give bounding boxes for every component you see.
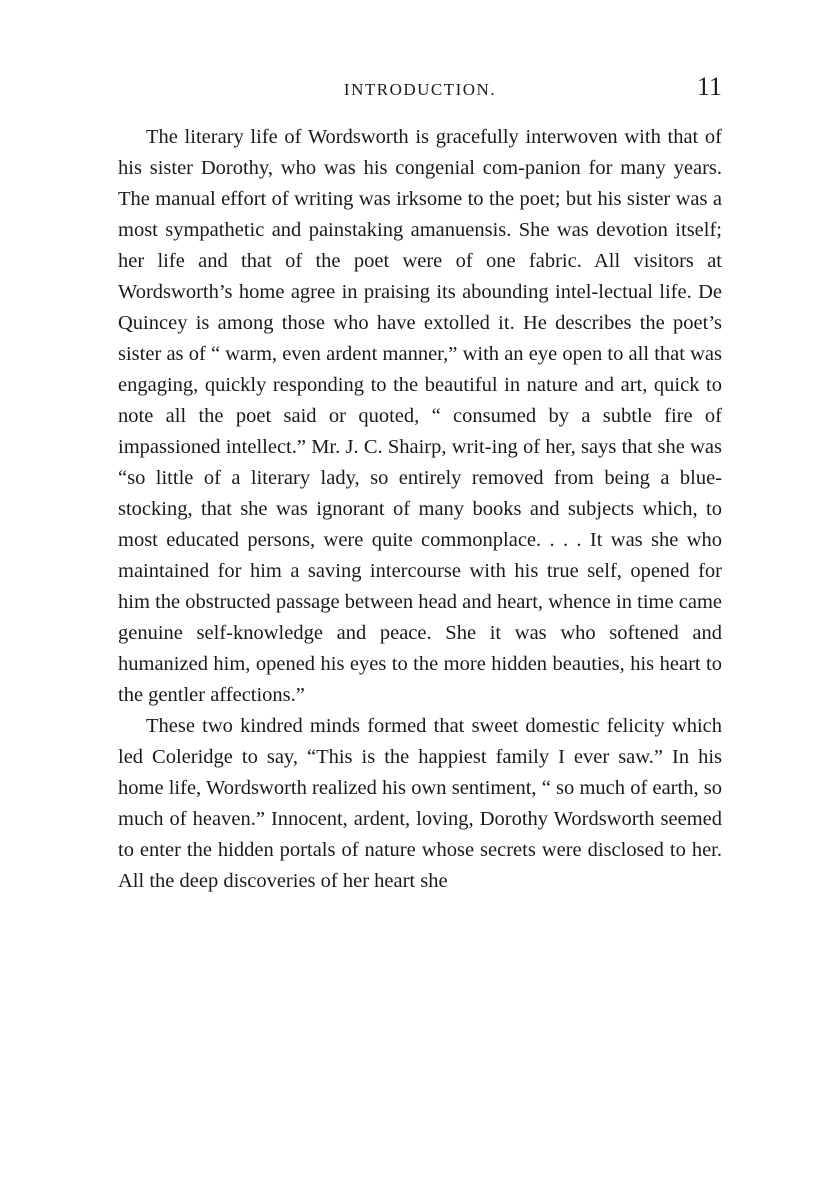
running-head: INTRODUCTION.	[343, 80, 497, 99]
body-text	[118, 122, 722, 897]
page-number: 11	[696, 72, 722, 101]
paragraph: These two kindred minds formed that sweet domestic felicity which led Coleridge to say, “This is the happiest family I ever saw.” In his home life, Wordsworth realized his own sentiment, “ so much of earth, so much of heaven.” Innocent, ardent, loving, Dorothy Wordsworth seemed to enter the hidden portals of nature whose secrets were disclosed to her. All the deep discoveries of her heart she	[118, 715, 722, 892]
page-header	[118, 72, 722, 112]
paragraph: The literary life of Wordsworth is gracefully interwoven with that of his sister Dorothy, who was his congenial com-panion for many years. The manual effort of writing was irksome to the poet; but his sister was a most sympathetic and painstaking amanuensis. She was devotion itself; her life and that of the poet were of one fabric. All visitors at Wordsworth’s home agree in praising its abounding intel-lectual life. De Quincey is among those who have extolled it. He describes the poet’s sister as of “ warm, even ardent manner,” with an eye open to all that was engaging, quickly responding to the beautiful in nature and art, quick to note all the poet said or quoted, “ consumed by a subtle fire of impassioned intellect.” Mr. J. C. Shairp, writ-ing of her, says that she was “so little of a literary lady, so entirely removed from being a blue-stocking, that she was ignorant of many books and subjects which, to most educated persons, were quite commonplace. . . . It was she who maintained for him a saving intercourse with his true self, opened for him the obstructed passage between head and heart, whence in time came genuine self-knowledge and peace. She it was who softened and humanized him, opened his eyes to the more hidden beauties, his heart to the gentler affections.”	[118, 126, 722, 706]
book-page	[118, 72, 722, 897]
